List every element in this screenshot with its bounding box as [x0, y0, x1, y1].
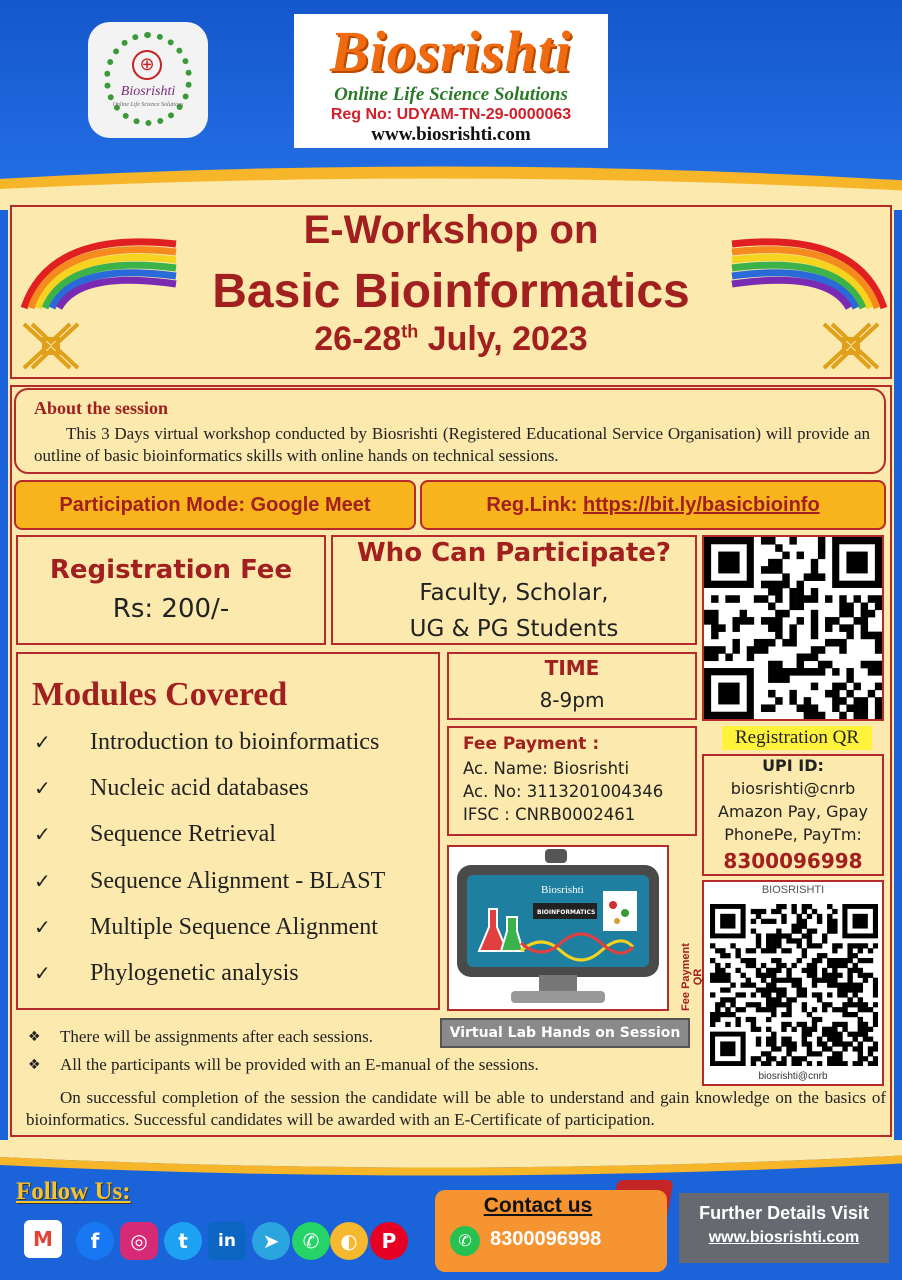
globe-icon: ⊕	[132, 50, 162, 80]
check-icon: ✓	[34, 961, 51, 985]
note-item: All the participants will be provided with an E-manual of the sessions.	[60, 1055, 539, 1074]
brand-website[interactable]: www.biosrishti.com	[371, 124, 531, 145]
registration-qr-code[interactable]	[702, 535, 884, 721]
koo-icon[interactable]: ◐	[330, 1222, 368, 1260]
contact-number[interactable]: 8300096998	[490, 1228, 602, 1250]
check-icon: ✓	[34, 822, 51, 846]
contact-heading: Contact us	[483, 1194, 593, 1217]
registration-number: Reg No: UDYAM-TN-29-0000063	[330, 106, 572, 123]
check-icon: ✓	[34, 776, 51, 800]
time-value: 8-9pm	[539, 688, 605, 712]
monitor-icon	[449, 847, 667, 1009]
logo-tagline: Online Life Science Solutions	[112, 102, 184, 108]
check-icon: ✓	[34, 730, 51, 754]
bullet-icon: ❖	[28, 1029, 41, 1045]
note-item: There will be assignments after each sessions.	[60, 1027, 373, 1046]
module-item: Phylogenetic analysis	[90, 960, 299, 986]
gmail-icon[interactable]: M	[24, 1220, 62, 1258]
follow-us-heading: Follow Us:	[16, 1178, 131, 1205]
upi-id: biosrishti@cnrb	[730, 779, 856, 798]
fee-frame	[16, 535, 326, 645]
brand-tagline: Online Life Science Solutions	[334, 84, 568, 105]
payment-qr-bottom-label: biosrishti@cnrb	[758, 1071, 828, 1082]
virtual-lab-image	[447, 845, 669, 1011]
lab-screen-text: BIOINFORMATICS	[537, 909, 596, 916]
module-item: Sequence Retrieval	[90, 821, 276, 847]
workshop-date	[0, 320, 902, 359]
registration-link[interactable]: https://bit.ly/basicbioinfo	[583, 494, 820, 516]
whatsapp-icon[interactable]: ✆	[292, 1222, 330, 1260]
registration-qr-image	[704, 537, 882, 719]
brand-banner	[294, 14, 608, 148]
upi-number: 8300096998	[723, 849, 863, 873]
check-icon: ✓	[34, 915, 51, 939]
about-heading: About the session	[34, 398, 169, 418]
module-item: Multiple Sequence Alignment	[90, 914, 378, 940]
upi-heading: UPI ID:	[762, 756, 824, 775]
account-number: Ac. No: 3113201004346	[463, 782, 664, 801]
who-heading: Who Can Participate?	[357, 538, 671, 568]
registration-link-box	[420, 480, 886, 530]
telegram-icon[interactable]: ➤	[252, 1222, 290, 1260]
check-icon: ✓	[34, 869, 51, 893]
logo-tile	[88, 22, 208, 138]
lab-screen-brand: Biosrishti	[541, 884, 584, 896]
date-month-year: July, 2023	[418, 320, 588, 358]
date-ordinal: th	[401, 321, 419, 342]
brand-name: Biosrishti	[329, 19, 573, 84]
time-heading: TIME	[544, 656, 600, 680]
further-details-link[interactable]: www.biosrishti.com	[708, 1229, 860, 1246]
fee-heading: Registration Fee	[49, 555, 293, 585]
who-line-1: Faculty, Scholar,	[419, 580, 609, 606]
fee-value: Rs: 200/-	[112, 594, 230, 624]
date-start: 26-28	[314, 320, 402, 358]
further-details-heading: Further Details Visit	[699, 1203, 869, 1223]
facebook-icon[interactable]: f	[76, 1222, 114, 1260]
title-line-1: E-Workshop on	[303, 208, 599, 252]
virtual-lab-caption: Virtual Lab Hands on Session	[440, 1018, 690, 1048]
title-line-2: Basic Bioinformatics	[212, 265, 690, 318]
payment-qr-code[interactable]	[702, 880, 884, 1086]
account-name: Ac. Name: Biosrishti	[463, 759, 630, 778]
bullet-icon: ❖	[28, 1057, 41, 1073]
footer-wave	[0, 1140, 902, 1180]
upi-apps-1: Amazon Pay, Gpay	[718, 802, 868, 821]
participation-mode: Participation Mode: Google Meet	[14, 480, 416, 530]
payment-qr-side-label: Fee Payment QR	[680, 943, 704, 1011]
payment-qr-top-label: BIOSRISHTI	[761, 884, 825, 896]
instagram-icon[interactable]: ◎	[120, 1222, 158, 1260]
payment-qr-image	[710, 904, 878, 1066]
payment-heading: Fee Payment :	[463, 734, 600, 754]
who-line-2: UG & PG Students	[409, 616, 619, 642]
registration-link-label: Reg.Link:	[486, 494, 583, 516]
module-item: Nucleic acid databases	[90, 775, 309, 801]
module-item: Introduction to bioinformatics	[90, 729, 380, 755]
module-item: Sequence Alignment - BLAST	[90, 868, 386, 894]
whatsapp-icon[interactable]: ✆	[450, 1226, 480, 1256]
about-text: This 3 Days virtual workshop conducted by Biosrishti (Registered Educational Service Organisation) will provide an outline of basic bioinformatics skills with online hands on technical sessions.	[34, 424, 870, 465]
linkedin-icon[interactable]: in	[208, 1222, 246, 1260]
logo-name: Biosrishti	[120, 84, 176, 99]
pinterest-icon[interactable]: P	[370, 1222, 408, 1260]
twitter-icon[interactable]: t	[164, 1222, 202, 1260]
upi-apps-2: PhonePe, PayTm:	[724, 825, 862, 844]
ifsc-code: IFSC : CNRB0002461	[463, 805, 636, 824]
modules-heading: Modules Covered	[32, 676, 288, 713]
completion-text: On successful completion of the session the candidate will be able to understand and gain knowledge on the basics of bioinformatics. Successful candidates will be awarded with an E-Certificate of participation.	[26, 1088, 886, 1129]
registration-qr-label: Registration QR	[722, 726, 872, 750]
